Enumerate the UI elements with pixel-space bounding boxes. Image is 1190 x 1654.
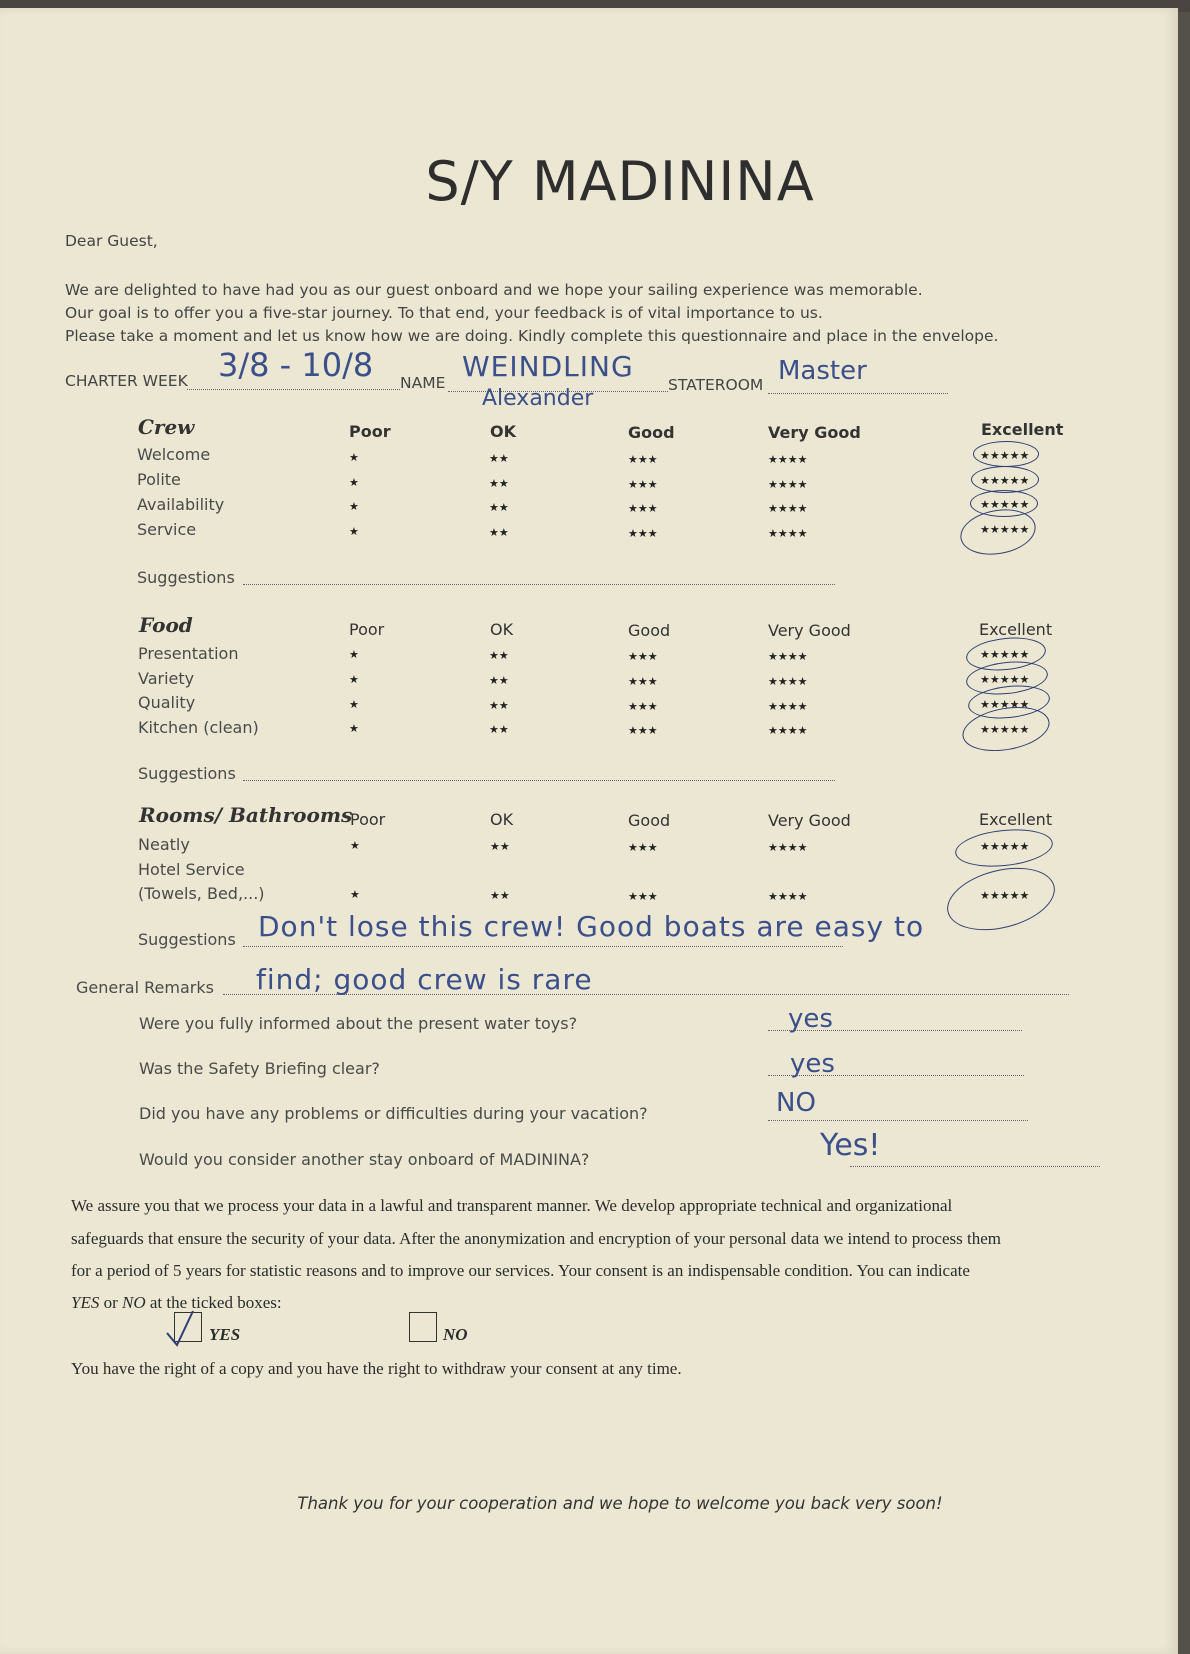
section-food-title: Food [139, 613, 193, 637]
star-rating-very-good[interactable]: ★★★★ [768, 841, 808, 854]
general-remarks-value[interactable]: find; good crew is rare [256, 963, 593, 996]
checkmark-icon [165, 1307, 205, 1347]
charter-week-value[interactable]: 3/8 - 10/8 [218, 346, 374, 384]
star-rating-poor[interactable]: ★ [349, 476, 359, 489]
answer-line-problems [768, 1120, 1028, 1121]
privacy-line-1: We assure you that we process your data in a lawful and transparent manner. We develop appropriate technical and organizational [71, 1196, 953, 1215]
star-rating-poor[interactable]: ★ [349, 525, 359, 538]
food-col-good: Good [628, 621, 671, 640]
food-col-very-good: Very Good [768, 621, 851, 640]
star-rating-very-good[interactable]: ★★★★ [768, 502, 808, 515]
star-rating-poor[interactable]: ★ [349, 451, 359, 464]
food-col-ok: OK [490, 620, 514, 639]
question-problems: Did you have any problems or difficulties during your vacation? [139, 1104, 648, 1123]
star-rating-good[interactable]: ★★★ [628, 527, 658, 540]
rooms-suggestions-line [243, 946, 843, 947]
star-rating-ok[interactable]: ★★ [490, 889, 510, 902]
rooms-col-ok: OK [490, 810, 514, 829]
stateroom-line [768, 393, 948, 394]
star-rating-poor[interactable]: ★ [349, 698, 359, 711]
star-rating-ok[interactable]: ★★ [489, 452, 509, 465]
star-rating-excellent[interactable]: ★★★★★ [980, 474, 1030, 487]
intro-line-2: Our goal is to offer you a five-star journey. To that end, your feedback is of vital importance to us. [65, 304, 823, 322]
star-rating-poor[interactable]: ★ [349, 722, 359, 735]
closing-thanks: Thank you for your cooperation and we hope to welcome you back very soon! [297, 1494, 943, 1513]
star-rating-poor[interactable]: ★ [349, 673, 359, 686]
rooms-col-poor: Poor [350, 810, 386, 829]
intro-line-3: Please take a moment and let us know how we are doing. Kindly complete this questionnaire and place in the envelope. [65, 327, 999, 345]
answer-line-another-stay [850, 1166, 1100, 1167]
crew-item-service: Service [137, 520, 197, 539]
star-rating-excellent[interactable]: ★★★★★ [980, 723, 1030, 736]
charter-week-label: CHARTER WEEK [65, 372, 188, 390]
answer-another-stay[interactable]: Yes! [820, 1128, 881, 1163]
star-rating-good[interactable]: ★★★ [628, 675, 658, 688]
star-rating-poor[interactable]: ★ [350, 888, 360, 901]
star-rating-good[interactable]: ★★★ [628, 502, 658, 515]
star-rating-excellent[interactable]: ★★★★★ [980, 449, 1030, 462]
answer-safety-briefing[interactable]: yes [790, 1049, 835, 1079]
rooms-col-excellent: Excellent [979, 810, 1053, 829]
section-crew-title: Crew [138, 415, 195, 439]
question-water-toys: Were you fully informed about the present water toys? [139, 1014, 578, 1033]
crew-item-welcome: Welcome [137, 445, 211, 464]
star-rating-very-good[interactable]: ★★★★ [768, 724, 808, 737]
privacy-yes-word: YES [71, 1293, 100, 1312]
answer-problems[interactable]: NO [776, 1088, 816, 1118]
crew-suggestions-label: Suggestions [137, 568, 235, 587]
star-rating-very-good[interactable]: ★★★★ [768, 527, 808, 540]
star-rating-ok[interactable]: ★★ [489, 723, 509, 736]
crew-col-excellent: Excellent [981, 420, 1064, 439]
crew-col-very-good: Very Good [768, 423, 861, 442]
privacy-no-word: NO [122, 1293, 146, 1312]
food-item-variety: Variety [138, 669, 195, 688]
star-rating-good[interactable]: ★★★ [628, 478, 658, 491]
stateroom-label: STATEROOM [668, 376, 764, 394]
stateroom-value[interactable]: Master [778, 356, 867, 386]
food-suggestions-label: Suggestions [138, 764, 236, 783]
crew-suggestions-line[interactable] [243, 584, 835, 585]
star-rating-very-good[interactable]: ★★★★ [768, 650, 808, 663]
name-value[interactable]: WEINDLING [462, 350, 634, 383]
greeting: Dear Guest, [65, 232, 158, 250]
question-another-stay: Would you consider another stay onboard of MADININA? [139, 1150, 590, 1169]
star-rating-good[interactable]: ★★★ [628, 700, 658, 713]
consent-yes-label: YES [209, 1325, 241, 1344]
rooms-item-neatly: Neatly [138, 835, 190, 854]
star-rating-ok[interactable]: ★★ [489, 501, 509, 514]
star-rating-poor[interactable]: ★ [349, 500, 359, 513]
star-rating-ok[interactable]: ★★ [489, 649, 509, 662]
star-rating-very-good[interactable]: ★★★★ [768, 453, 808, 466]
star-rating-ok[interactable]: ★★ [489, 699, 509, 712]
star-rating-excellent[interactable]: ★★★★★ [980, 523, 1030, 536]
star-rating-good[interactable]: ★★★ [628, 724, 658, 737]
star-rating-poor[interactable]: ★ [349, 648, 359, 661]
food-item-quality: Quality [138, 693, 196, 712]
crew-item-availability: Availability [137, 495, 225, 514]
food-col-poor: Poor [349, 620, 385, 639]
privacy-or-word: or [103, 1293, 118, 1312]
star-rating-excellent[interactable]: ★★★★★ [980, 889, 1030, 902]
star-rating-very-good[interactable]: ★★★★ [768, 890, 808, 903]
name-label: NAME [400, 374, 446, 392]
food-item-presentation: Presentation [138, 644, 239, 663]
star-rating-good[interactable]: ★★★ [628, 841, 658, 854]
star-rating-poor[interactable]: ★ [350, 839, 360, 852]
selection-circle [973, 441, 1039, 467]
name-value-2[interactable]: Alexander [482, 386, 594, 411]
crew-item-polite: Polite [137, 470, 181, 489]
star-rating-excellent[interactable]: ★★★★★ [980, 673, 1030, 686]
consent-no-checkbox[interactable] [409, 1312, 437, 1342]
privacy-footer: You have the right of a copy and you have the right to withdraw your consent at any time. [71, 1359, 682, 1378]
crew-col-poor: Poor [349, 422, 391, 441]
consent-no-label: NO [443, 1325, 468, 1344]
intro-line-1: We are delighted to have had you as our guest onboard and we hope your sailing experience was memorable. [65, 281, 923, 299]
food-item-kitchen: Kitchen (clean) [138, 718, 259, 737]
privacy-line-2: safeguards that ensure the security of your data. After the anonymization and encryption of your personal data we intend to process them [71, 1229, 1001, 1248]
rooms-suggestions-value[interactable]: Don't lose this crew! Good boats are easy to [258, 910, 925, 943]
question-safety-briefing: Was the Safety Briefing clear? [139, 1059, 380, 1078]
rooms-item-towels-bed: (Towels, Bed,...) [138, 884, 265, 903]
crew-col-good: Good [628, 423, 675, 442]
answer-water-toys[interactable]: yes [788, 1004, 833, 1034]
consent-yes-checkbox[interactable] [174, 1312, 202, 1342]
selection-circle [971, 466, 1039, 493]
star-rating-ok[interactable]: ★★ [489, 526, 509, 539]
section-rooms-title: Rooms/ Bathrooms [139, 803, 353, 827]
page-title: S/Y MADININA [425, 150, 815, 213]
rooms-suggestions-label: Suggestions [138, 930, 236, 949]
star-rating-good[interactable]: ★★★ [628, 650, 658, 663]
crew-col-ok: OK [490, 422, 516, 441]
star-rating-very-good[interactable]: ★★★★ [768, 700, 808, 713]
star-rating-good[interactable]: ★★★ [628, 890, 658, 903]
star-rating-ok[interactable]: ★★ [489, 674, 509, 687]
food-suggestions-line[interactable] [243, 780, 835, 781]
star-rating-very-good[interactable]: ★★★★ [768, 675, 808, 688]
privacy-tail-words: at the ticked boxes: [149, 1293, 282, 1312]
star-rating-ok[interactable]: ★★ [489, 477, 509, 490]
privacy-line-3: for a period of 5 years for statistic reasons and to improve our services. Your consent is an indispensable condition. You can indicate [71, 1261, 970, 1280]
general-remarks-label: General Remarks [76, 978, 214, 997]
star-rating-excellent[interactable]: ★★★★★ [980, 840, 1030, 853]
charter-week-line [187, 389, 400, 390]
star-rating-ok[interactable]: ★★ [490, 840, 510, 853]
food-col-excellent: Excellent [979, 620, 1053, 639]
star-rating-very-good[interactable]: ★★★★ [768, 478, 808, 491]
rooms-col-good: Good [628, 811, 671, 830]
star-rating-excellent[interactable]: ★★★★★ [980, 498, 1030, 511]
star-rating-excellent[interactable]: ★★★★★ [980, 648, 1030, 661]
rooms-col-very-good: Very Good [768, 811, 851, 830]
star-rating-excellent[interactable]: ★★★★★ [980, 698, 1030, 711]
star-rating-good[interactable]: ★★★ [628, 453, 658, 466]
rooms-item-hotel-service: Hotel Service [138, 860, 245, 879]
